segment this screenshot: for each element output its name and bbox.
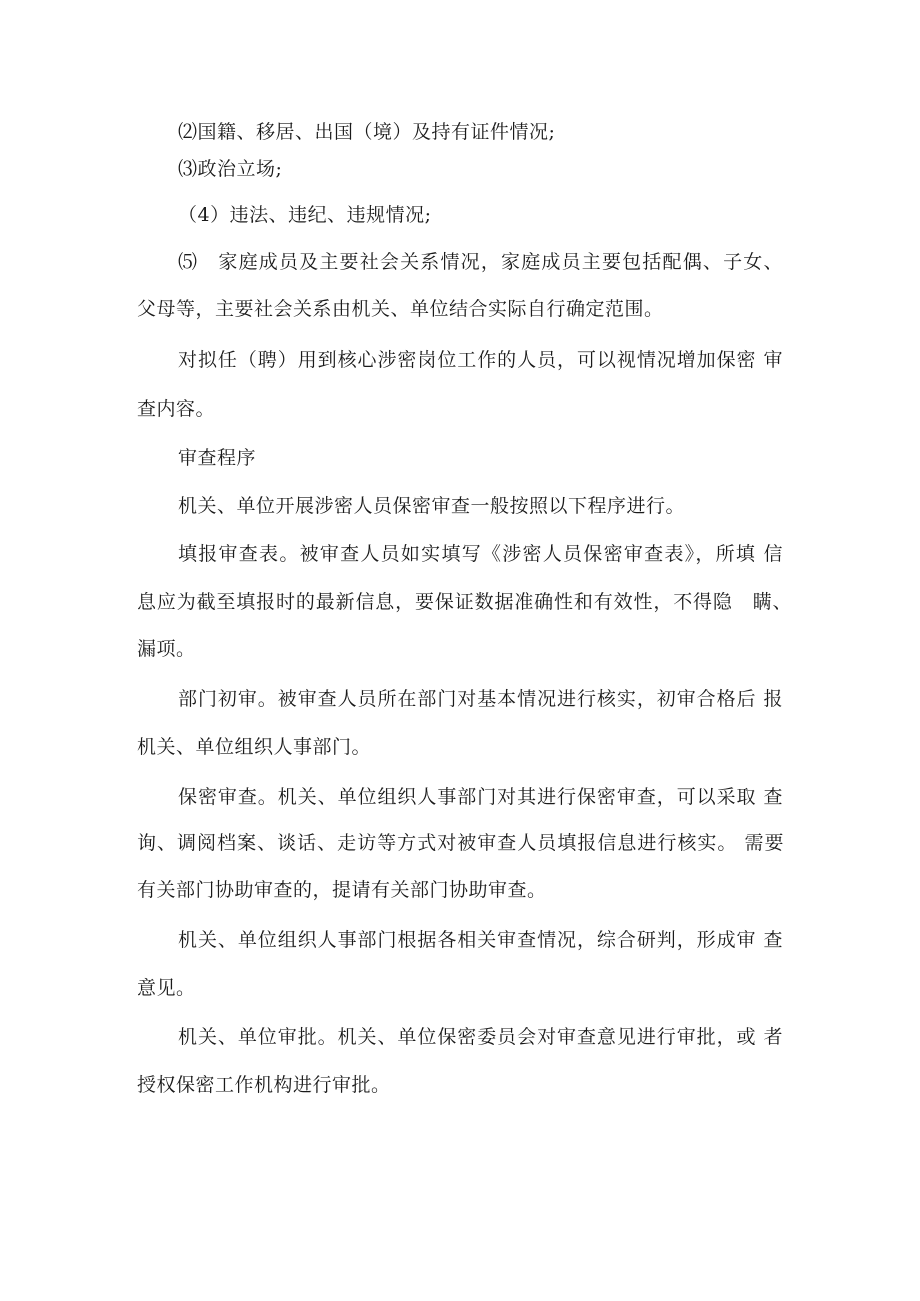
text-line-9: 机关、单位开展涉密人员保密审查一般按照以下程序进行。 <box>178 495 686 517</box>
text-line-7: 查内容。 <box>137 398 216 420</box>
text-line-14: 机关、单位组织人事部门。 <box>137 736 372 758</box>
text-line-4: ⑸ 家庭成员及主要社会关系情况，家庭成员主要包括配偶、子女、 <box>178 251 783 273</box>
text-line-19: 意见。 <box>137 977 196 999</box>
text-line-20: 机关、单位审批。机关、单位保密委员会对审查意见进行审批，或 者 <box>178 1026 783 1048</box>
text-line-3: （4）违法、违纪、违规情况; <box>178 204 432 226</box>
text-line-17: 有关部门协助审查的，提请有关部门协助审查。 <box>137 879 547 901</box>
text-line-1: ⑵国籍、移居、出国（境）及持有证件情况; <box>178 121 556 143</box>
text-line-11: 息应为截至填报时的最新信息，要保证数据准确性和有效性，不得隐 瞒、 <box>137 591 792 613</box>
text-line-10: 填报审查表。被审查人员如实填写《涉密人员保密审查表》，所填 信 <box>178 543 783 565</box>
text-line-13: 部门初审。被审查人员所在部门对基本情况进行核实，初审合格后 报 <box>178 688 783 710</box>
text-line-2: ⑶政治立场; <box>178 158 283 180</box>
text-line-21: 授权保密工作机构进行审批。 <box>137 1074 391 1096</box>
text-line-15: 保密审查。机关、单位组织人事部门对其进行保密审查，可以采取 查 <box>178 786 783 808</box>
text-line-18: 机关、单位组织人事部门根据各相关审查情况，综合研判，形成审 查 <box>178 929 783 951</box>
section-heading: 审查程序 <box>178 447 257 469</box>
text-line-12: 漏项。 <box>137 638 196 660</box>
text-line-5: 父母等，主要社会关系由机关、单位结合实际自行确定范围。 <box>137 298 664 320</box>
text-line-16: 询、调阅档案、谈话、走访等方式对被审查人员填报信息进行核实。 需要 <box>137 832 784 854</box>
text-line-6: 对拟任（聘）用到核心涉密岗位工作的人员，可以视情况增加保密 审 <box>178 349 783 371</box>
